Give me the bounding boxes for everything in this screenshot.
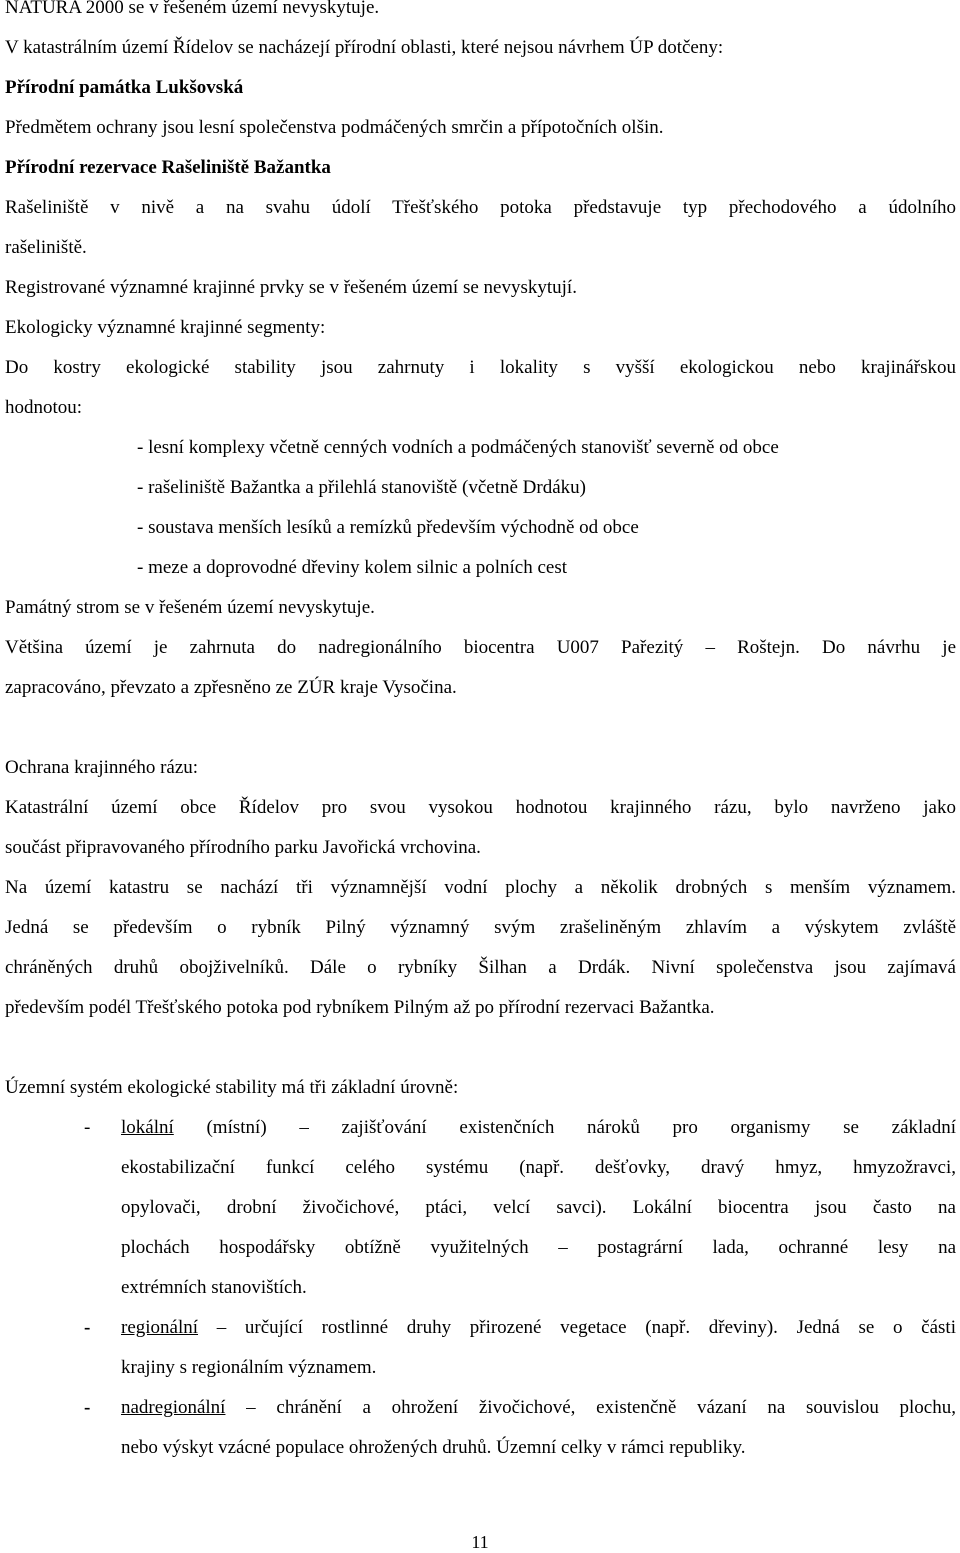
text-line: NATURA 2000 se v řešeném území nevyskytuje.: [5, 0, 380, 18]
section-heading: Územní systém ekologické stability má tři základní úrovně:: [5, 1077, 459, 1098]
list-line: plochách hospodářsky obtížně využitelných – postagrární lada, ochranné lesy na: [121, 1237, 956, 1258]
text-line: Rašeliniště v nivě a na svahu údolí Třešťského potoka představuje typ přechodového a údolního: [5, 197, 956, 218]
text-line: Katastrální území obce Řídelov pro svou vysokou hodnotou krajinného rázu, bylo navrženo jako: [5, 797, 956, 818]
bullet-item: - lesní komplexy včetně cenných vodních a podmáčených stanovišť severně od obce: [137, 437, 779, 458]
list-line: ekostabilizační funkcí celého systému (např. dešťovky, dravý hmyz, hmyzožravci,: [121, 1157, 956, 1178]
page-number: 11: [471, 1532, 489, 1552]
text-line: Památný strom se v řešeném území nevyskytuje.: [5, 597, 375, 618]
list-text: (místní) – zajišťování existenčních nároků pro organismy se základní: [173, 1117, 956, 1138]
text-line: Do kostry ekologické stability jsou zahrnuty i lokality s vyšší ekologickou nebo krajinářskou: [5, 357, 956, 378]
list-line: nebo výskyt vzácné populace ohrožených druhů. Územní celky v rámci republiky.: [121, 1437, 746, 1458]
text-line: rašeliniště.: [5, 237, 87, 258]
list-term: lokální: [121, 1117, 174, 1138]
list-line: krajiny s regionálním významem.: [121, 1357, 377, 1378]
list-dash: -: [84, 1397, 91, 1418]
bullet-item: - rašeliniště Bažantka a přilehlá stanoviště (včetně Drdáku): [137, 477, 586, 498]
list-text: – chránění a ohrožení živočichové, existenčně vázaní na souvislou plochu,: [225, 1397, 956, 1418]
bullet-item: - soustava menších lesíků a remízků především východně od obce: [137, 517, 639, 538]
text-line: hodnotou:: [5, 397, 83, 418]
text-line: chráněných druhů obojživelníků. Dále o rybníky Šilhan a Drdák. Nivní společenstva jsou zajímavá: [5, 957, 956, 978]
list-line: [121, 1396, 956, 1420]
text-line: součást připravovaného přírodního parku Javořická vrchovina.: [5, 837, 481, 858]
list-dash: -: [84, 1317, 91, 1338]
text-line: zapracováno, převzato a zpřesněno ze ZÚR kraje Vysočina.: [5, 677, 457, 698]
list-line: [121, 1316, 956, 1340]
text-line: Jedná se především o rybník Pilný významný svým zrašeliněným zhlavím a výskytem zvláště: [5, 917, 956, 938]
text-line: Na území katastru se nachází tři významnější vodní plochy a několik drobných s menším významem.: [5, 877, 956, 898]
text-line: V katastrálním území Řídelov se nacházejí přírodní oblasti, které nejsou návrhem ÚP dotčeny:: [5, 37, 724, 58]
section-heading: Přírodní rezervace Rašeliniště Bažantka: [5, 157, 331, 178]
text-line: Předmětem ochrany jsou lesní společenstva podmáčených smrčin a přípotočních olšin.: [5, 117, 664, 138]
section-heading: Ochrana krajinného rázu:: [5, 757, 199, 778]
text-line: Registrované významné krajinné prvky se v řešeném území se nevyskytují.: [5, 277, 577, 298]
list-text: – určující rostlinné druhy přirozené vegetace (např. dřeviny). Jedná se o části: [198, 1317, 956, 1338]
list-line: [121, 1116, 956, 1140]
list-dash: -: [84, 1117, 91, 1138]
list-term: nadregionální: [121, 1397, 226, 1418]
list-line: opylovači, drobní živočichové, ptáci, velcí savci). Lokální biocentra jsou často na: [121, 1197, 956, 1218]
list-term: regionální: [121, 1317, 199, 1338]
bullet-item: - meze a doprovodné dřeviny kolem silnic a polních cest: [137, 557, 568, 578]
list-line: extrémních stanovištích.: [121, 1277, 307, 1298]
text-line: Většina území je zahrnuta do nadregionálního biocentra U007 Pařezitý – Roštejn. Do návrhu je: [5, 637, 956, 658]
section-heading: Přírodní památka Lukšovská: [5, 77, 244, 98]
text-line: především podél Třešťského potoka pod rybníkem Pilným až po přírodní rezervaci Bažantka.: [5, 997, 715, 1018]
text-line: Ekologicky významné krajinné segmenty:: [5, 317, 326, 338]
